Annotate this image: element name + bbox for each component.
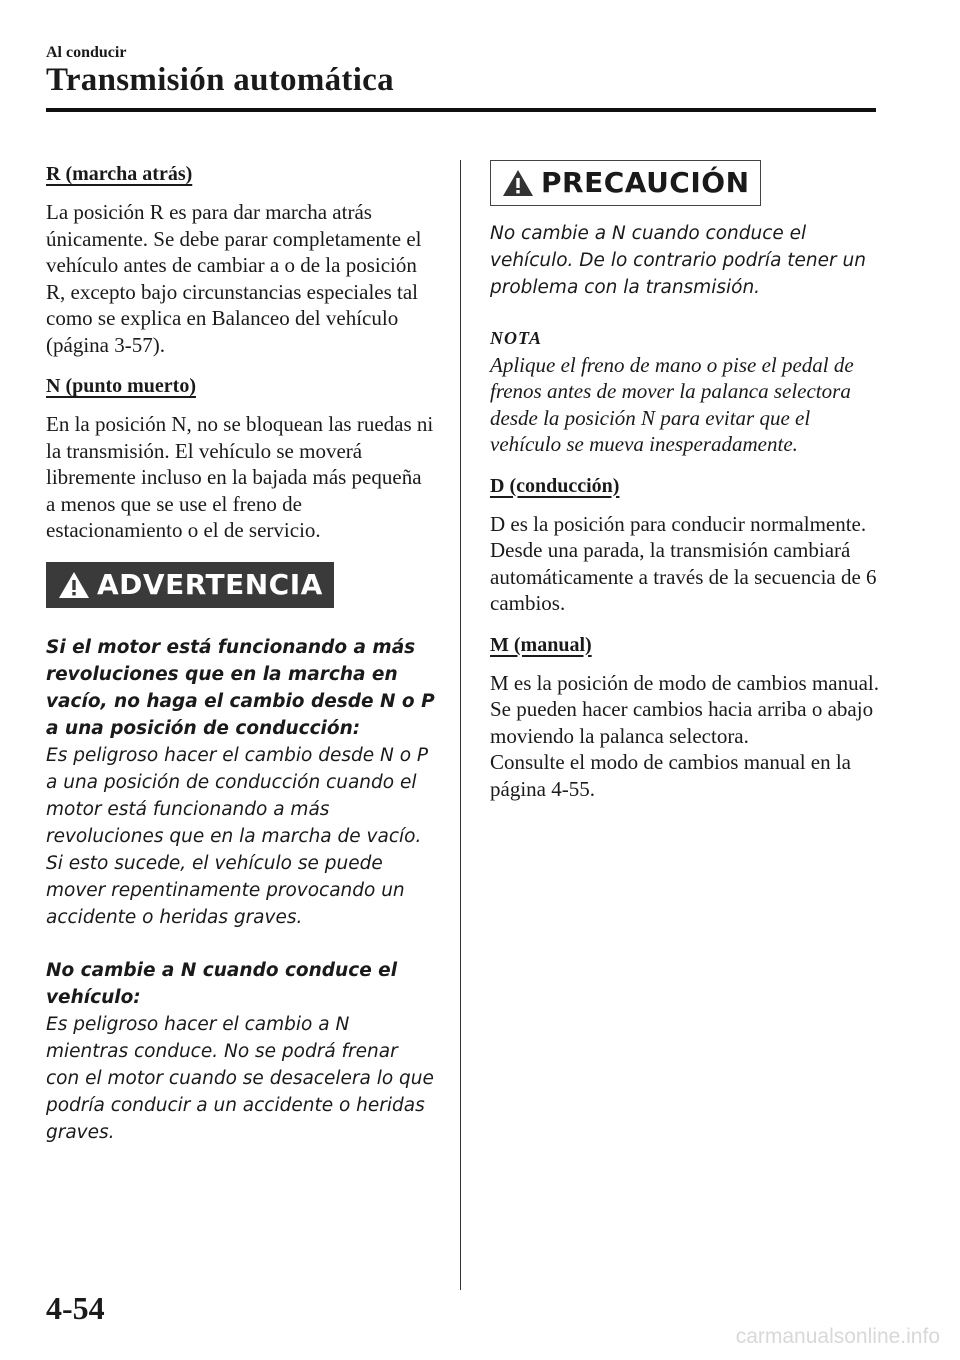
warning1-title: Si el motor está funcionando a más revoluciones que en la marcha en vacío, no haga el cambio desde N o P a una posición de conducción: xyxy=(46,636,435,739)
warning2-text: Es peligroso hacer el cambio a N mientras conduce. No se podrá frenar con el motor cuando se desacelera lo que podría conducir a un accidente o heridas graves. xyxy=(46,1013,434,1143)
title-rule xyxy=(46,108,876,112)
watermark: carmanualsonline.info xyxy=(735,1325,940,1348)
section-kicker: Al conducir xyxy=(46,44,127,61)
caution-text: No cambie a N cuando conduce el vehículo. De lo contrario podría tener un problema con la transmisión. xyxy=(490,223,866,298)
warning-label: ADVERTENCIA xyxy=(97,567,323,601)
right-column xyxy=(490,160,880,816)
text-m-2: Consulte el modo de cambios manual en la página 4-55. xyxy=(490,750,851,801)
nota-text: Aplique el freno de mano o pise el pedal de frenos antes de mover la palanca selectora desde la posición N para evitar que el vehículo se mueva inesperadamente. xyxy=(490,352,854,456)
heading-r: R (marcha atrás) xyxy=(46,163,193,185)
page-number: 4-54 xyxy=(46,1290,105,1326)
warning2-title: No cambie a N cuando conduce el vehículo: xyxy=(46,959,398,1008)
text-d: D es la posición para conducir normalmente. Desde una parada, la transmisión cambiará automáticamente a través de la secuencia de 6 cambios. xyxy=(490,511,877,615)
column-divider xyxy=(460,160,461,1290)
heading-m: M (manual) xyxy=(490,633,592,656)
left-column xyxy=(46,160,436,1146)
warning1-text: Es peligroso hacer el cambio desde N o P a una posición de conducción cuando el motor está funcionando a más revoluciones que en la marcha de vacío. Si esto sucede, el vehículo se puede mover repentinamente provocando un accidente o heridas graves. xyxy=(46,744,429,928)
warning-banner xyxy=(46,562,334,608)
caution-label: PRECAUCIÓN xyxy=(541,166,750,199)
text-m-1: M es la posición de modo de cambios manual. Se pueden hacer cambios hacia arriba o abajo moviendo la palanca selectora. xyxy=(490,670,880,748)
nota-label: NOTA xyxy=(490,328,543,348)
heading-d: D (conducción) xyxy=(490,474,620,497)
heading-n: N (punto muerto) xyxy=(46,375,196,397)
text-n: En la posición N, no se bloquean las ruedas ni la transmisión. El vehículo se moverá libremente incluso en la bajada más pequeña a menos que se use el freno de estacionamiento o el de servicio. xyxy=(46,412,434,542)
page-title: Transmisión automática xyxy=(46,62,394,98)
caution-banner xyxy=(490,160,761,206)
caution-triangle-icon xyxy=(501,168,535,198)
text-r: La posición R es para dar marcha atrás únicamente. Se debe parar completamente el vehículo antes de cambiar a o de la posición R, excepto bajo circunstancias especiales tal como se explica en Balanceo del vehículo (página 3-57). xyxy=(46,200,422,357)
warning-triangle-icon xyxy=(57,570,91,600)
